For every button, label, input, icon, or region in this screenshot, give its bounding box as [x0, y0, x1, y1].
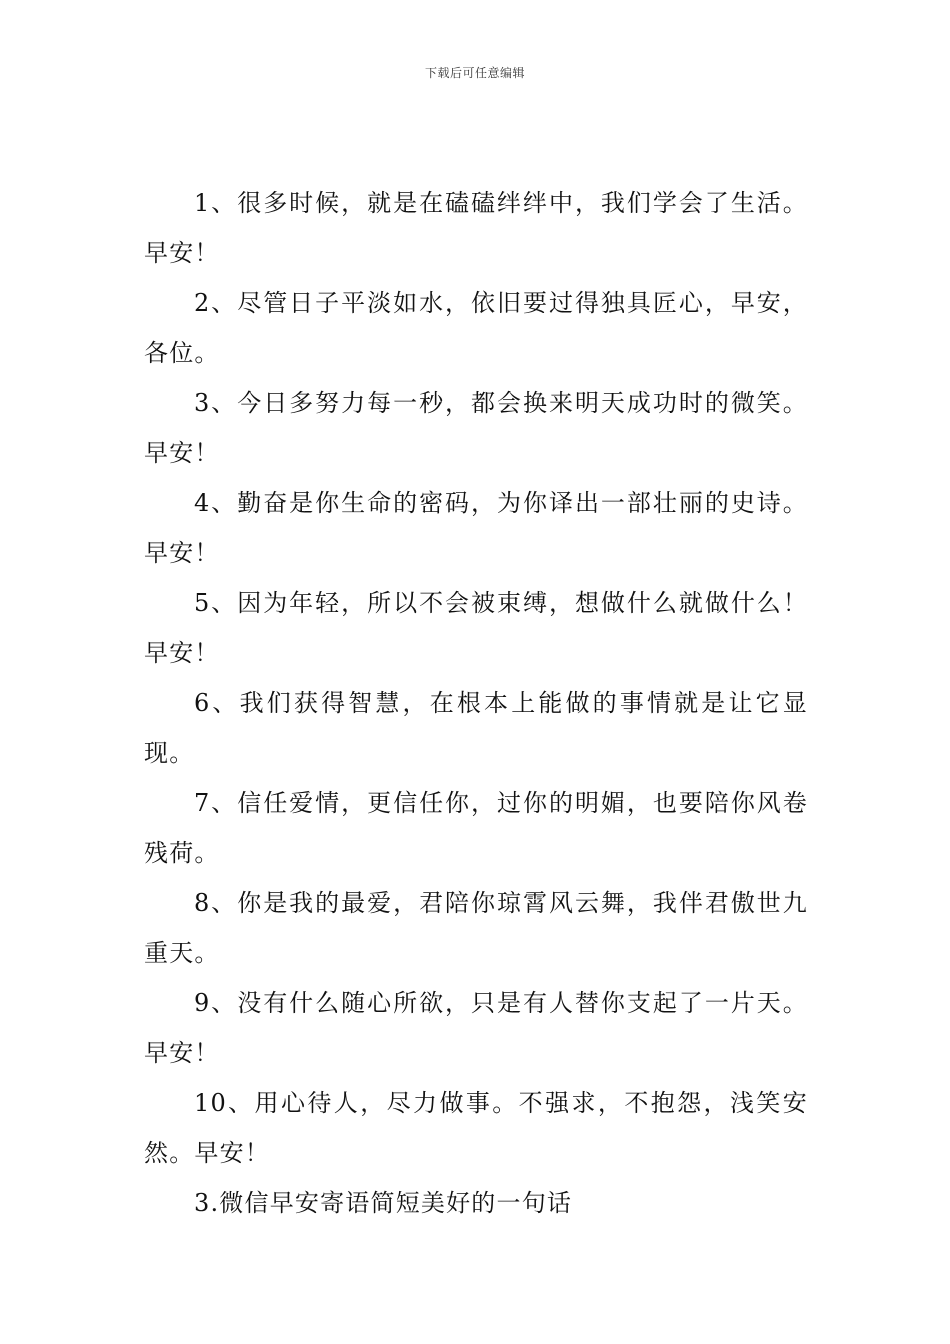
paragraph-2: 2、尽管日子平淡如水，依旧要过得独具匠心，早安，各位。	[144, 289, 808, 367]
paragraph-6: 6、我们获得智慧，在根本上能做的事情就是让它显现。	[144, 689, 808, 767]
section-heading: 3.微信早安寄语简短美好的一句话	[194, 1189, 573, 1217]
paragraph-4: 4、勤奋是你生命的密码，为你译出一部壮丽的史诗。早安！	[144, 489, 808, 567]
paragraph-10: 10、用心待人，尽力做事。不强求，不抱怨，浅笑安然。早安！	[144, 1089, 808, 1167]
paragraph-3: 3、今日多努力每一秒，都会换来明天成功时的微笑。早安！	[144, 389, 808, 467]
document-body	[144, 178, 808, 1228]
paragraph-9: 9、没有什么随心所欲，只是有人替你支起了一片天。早安！	[144, 989, 808, 1067]
paragraph-5: 5、因为年轻，所以不会被束缚，想做什么就做什么！早安！	[144, 589, 808, 667]
page-header: 下载后可任意编辑	[424, 66, 525, 80]
paragraph-1: 1、很多时候，就是在磕磕绊绊中，我们学会了生活。早安！	[144, 189, 808, 267]
paragraph-8: 8、你是我的最爱，君陪你琼霄风云舞，我伴君傲世九重天。	[144, 889, 808, 967]
paragraph-7: 7、信任爱情，更信任你，过你的明媚，也要陪你风卷残荷。	[144, 789, 808, 867]
